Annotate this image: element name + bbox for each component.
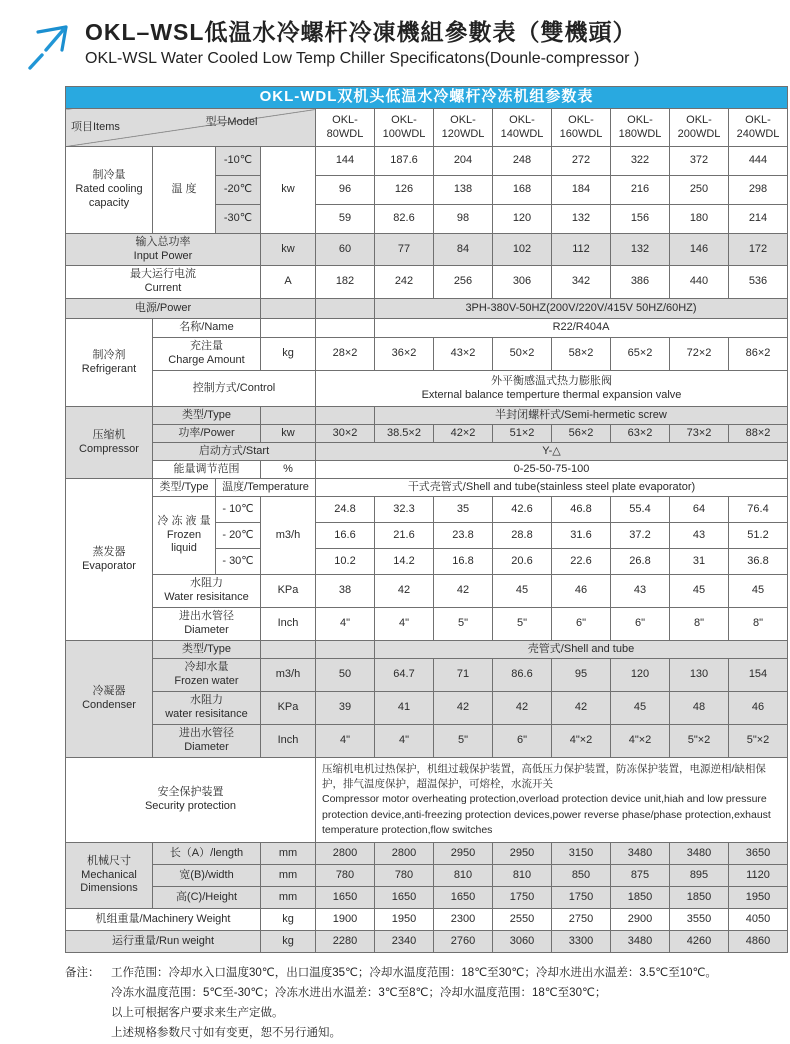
value-cell: 298 <box>729 176 788 205</box>
value-cell: 154 <box>729 659 788 692</box>
value-cell: 36.8 <box>729 549 788 575</box>
value-cell: 2760 <box>434 931 493 953</box>
value-cell: 71 <box>434 659 493 692</box>
label-evap-water-resistance: 水阻力 Water resisitance <box>153 575 261 608</box>
value-cell: 1650 <box>434 887 493 909</box>
value-cell: 88×2 <box>729 425 788 443</box>
empty-cell <box>316 641 375 659</box>
value-cell: 60 <box>316 234 375 266</box>
value-cell: 810 <box>493 865 552 887</box>
value-cell: 4" <box>375 608 434 641</box>
value-cell: 72×2 <box>670 338 729 371</box>
value-cell: 8" <box>670 608 729 641</box>
empty-cell <box>316 407 375 425</box>
unit-cell: Inch <box>261 608 316 641</box>
value-cell: 144 <box>316 147 375 176</box>
value-cell: 84 <box>434 234 493 266</box>
value-cell: 146 <box>670 234 729 266</box>
label-start-mode: 启动方式/Start <box>153 443 316 461</box>
label-length: 长（A）/length <box>153 843 261 865</box>
value-cell: 3060 <box>493 931 552 953</box>
value-cell: 35 <box>434 497 493 523</box>
value-cell: 248 <box>493 147 552 176</box>
note-line-3: 以上可根据客户要求来生产定做。 <box>111 1007 284 1020</box>
value-cell: 43 <box>611 575 670 608</box>
spec-table <box>65 86 788 953</box>
value-cell: 50 <box>316 659 375 692</box>
label-energy-regulation: 能量调节范围 <box>153 461 261 479</box>
label-cond-water-resistance: 水阻力 water resisitance <box>153 692 261 725</box>
unit-cell: kw <box>261 425 316 443</box>
value-cell: 16.6 <box>316 523 375 549</box>
value-cell: 58×2 <box>552 338 611 371</box>
value-cell: 45 <box>611 692 670 725</box>
value-cell: 42 <box>552 692 611 725</box>
value-cell: 1900 <box>316 909 375 931</box>
value-cell: 138 <box>434 176 493 205</box>
security-protection-value: 压缩机电机过热保护，机组过载保护装置，高低压力保护装置，防冻保护装置，电源逆相/缺相保护，排气温度保护，超温保护，可熔栓，水流开关 Compressor motor overheating protection,overload protection device unit,hiah and low pressure protection device,anti-freezing protection devices,power reverse phase/phase protection,exhaust temperature protection,flow switches <box>316 758 788 843</box>
label-charge-amount: 充注量 Charge Amount <box>153 338 261 371</box>
value-cell: 306 <box>493 266 552 299</box>
note-line-4: 上述规格参数尺寸如有变更，恕不另行通知。 <box>111 1027 341 1040</box>
value-cell: 10.2 <box>316 549 375 575</box>
evaporator-type-value: 干式壳管式/Shell and tube(stainless steel plate evaporator) <box>316 479 788 497</box>
value-cell: 180 <box>670 205 729 234</box>
value-cell: 5"×2 <box>670 725 729 758</box>
value-cell: 322 <box>611 147 670 176</box>
value-cell: 2340 <box>375 931 434 953</box>
table-title: OKL-WDL双机头低温水冷螺杆冷冻机组参数表 <box>66 87 788 109</box>
value-cell: 1750 <box>493 887 552 909</box>
unit-cell: kg <box>261 931 316 953</box>
value-cell: 31 <box>670 549 729 575</box>
value-cell: 48 <box>670 692 729 725</box>
label-evaporator-temp: 温度/Temperature <box>216 479 316 497</box>
label-power-supply: 电源/Power <box>66 299 261 319</box>
unit-cell: Inch <box>261 725 316 758</box>
value-cell: 895 <box>670 865 729 887</box>
value-cell: 8" <box>729 608 788 641</box>
label-compressor-power: 功率/Power <box>153 425 261 443</box>
unit-cell: A <box>261 266 316 299</box>
model-header: OKL-180WDL <box>611 109 670 147</box>
value-cell: 4" <box>316 608 375 641</box>
value-cell: 96 <box>316 176 375 205</box>
label-mechanical-dimensions: 机械尺寸 Mechanical Dimensions <box>66 843 153 909</box>
compressor-type-value: 半封闭螺杆式/Semi-hermetic screw <box>375 407 788 425</box>
empty-cell <box>316 319 375 338</box>
value-cell: 2300 <box>434 909 493 931</box>
value-cell: 2800 <box>375 843 434 865</box>
value-cell: 76.4 <box>729 497 788 523</box>
unit-cell: kg <box>261 909 316 931</box>
value-cell: 95 <box>552 659 611 692</box>
unit-cell: m3/h <box>261 497 316 575</box>
value-cell: 4" <box>316 725 375 758</box>
corner-items-label: 项目Items <box>71 120 120 133</box>
value-cell: 1950 <box>729 887 788 909</box>
label-width: 宽(B)/width <box>153 865 261 887</box>
value-cell: 64 <box>670 497 729 523</box>
value-cell: 1750 <box>552 887 611 909</box>
model-header: OKL-140WDL <box>493 109 552 147</box>
value-cell: 26.8 <box>611 549 670 575</box>
model-header: OKL-160WDL <box>552 109 611 147</box>
value-cell: 132 <box>552 205 611 234</box>
value-cell: 2950 <box>493 843 552 865</box>
label-current: 最大运行电流 Current <box>66 266 261 299</box>
value-cell: 6" <box>552 608 611 641</box>
unit-cell: KPa <box>261 575 316 608</box>
value-cell: 51×2 <box>493 425 552 443</box>
value-cell: 1850 <box>611 887 670 909</box>
value-cell: 2950 <box>434 843 493 865</box>
label-frozen-liquid: 冷 冻 液 量 Frozen liquid <box>153 497 216 575</box>
value-cell: 4260 <box>670 931 729 953</box>
value-cell: 272 <box>552 147 611 176</box>
value-cell: 32.3 <box>375 497 434 523</box>
value-cell: 31.6 <box>552 523 611 549</box>
value-cell: 23.8 <box>434 523 493 549</box>
value-cell: 780 <box>316 865 375 887</box>
corner-model-label: 型号Model <box>205 116 258 129</box>
value-cell: 444 <box>729 147 788 176</box>
footnotes <box>65 963 775 1044</box>
corner-cell <box>66 109 316 147</box>
value-cell: 5" <box>493 608 552 641</box>
value-cell: 59 <box>316 205 375 234</box>
value-cell: 45 <box>493 575 552 608</box>
value-cell: 214 <box>729 205 788 234</box>
value-cell: 42.6 <box>493 497 552 523</box>
value-cell: 780 <box>375 865 434 887</box>
value-cell: 130 <box>670 659 729 692</box>
value-cell: 42 <box>493 692 552 725</box>
value-cell: 187.6 <box>375 147 434 176</box>
note-line-1: 工作范围：冷却水入口温度30℃，出口温度35℃；冷却水温度范围：18℃至30℃；冷却水进出水温差：3.5℃至10℃。 <box>111 967 717 979</box>
value-cell: 172 <box>729 234 788 266</box>
value-cell: 3480 <box>611 931 670 953</box>
value-cell: 2750 <box>552 909 611 931</box>
model-header: OKL-120WDL <box>434 109 493 147</box>
value-cell: 82.6 <box>375 205 434 234</box>
value-cell: 42×2 <box>434 425 493 443</box>
label-security-protection: 安全保护装置 Security protection <box>66 758 316 843</box>
value-cell: 65×2 <box>611 338 670 371</box>
model-header: OKL-80WDL <box>316 109 375 147</box>
temp-cell: -30℃ <box>216 205 261 234</box>
unit-cell: m3/h <box>261 659 316 692</box>
value-cell: 204 <box>434 147 493 176</box>
value-cell: 168 <box>493 176 552 205</box>
unit-cell: kw <box>261 147 316 234</box>
note-line-2: 冷冻水温度范围：5℃至-30℃；冷冻水进出水温差：3℃至8℃；冷却水温度范围：18℃至30℃； <box>111 987 607 1000</box>
value-cell: 98 <box>434 205 493 234</box>
value-cell: 36×2 <box>375 338 434 371</box>
value-cell: 4"×2 <box>552 725 611 758</box>
value-cell: 51.2 <box>729 523 788 549</box>
value-cell: 6" <box>493 725 552 758</box>
value-cell: 39 <box>316 692 375 725</box>
unit-cell: mm <box>261 865 316 887</box>
value-cell: 86.6 <box>493 659 552 692</box>
value-cell: 46.8 <box>552 497 611 523</box>
model-header: OKL-100WDL <box>375 109 434 147</box>
unit-cell: kg <box>261 338 316 371</box>
start-mode-value: Y-△ <box>316 443 788 461</box>
value-cell: 1120 <box>729 865 788 887</box>
unit-cell <box>261 641 316 659</box>
value-cell: 536 <box>729 266 788 299</box>
value-cell: 1650 <box>375 887 434 909</box>
label-height: 高(C)/Height <box>153 887 261 909</box>
value-cell: 64.7 <box>375 659 434 692</box>
energy-regulation-value: 0-25-50-75-100 <box>316 461 788 479</box>
label-cooling-capacity: 制冷量 Rated cooling capacity <box>66 147 153 234</box>
notes-prefix: 备注： <box>65 967 100 979</box>
unit-cell <box>261 299 316 319</box>
value-cell: 30×2 <box>316 425 375 443</box>
temp-cell: - 10℃ <box>216 497 261 523</box>
value-cell: 440 <box>670 266 729 299</box>
value-cell: 42 <box>434 692 493 725</box>
label-evap-diameter: 进出水管径 Diameter <box>153 608 261 641</box>
value-cell: 112 <box>552 234 611 266</box>
page-header <box>0 0 790 78</box>
value-cell: 50×2 <box>493 338 552 371</box>
label-evaporator-type: 类型/Type <box>153 479 216 497</box>
value-cell: 38 <box>316 575 375 608</box>
value-cell: 42 <box>375 575 434 608</box>
control-value: 外平衡感温式热力膨胀阀 External balance temperture thermal expansion valve <box>316 371 788 407</box>
value-cell: 5"×2 <box>729 725 788 758</box>
value-cell: 20.6 <box>493 549 552 575</box>
value-cell: 24.8 <box>316 497 375 523</box>
temp-cell: -10℃ <box>216 147 261 176</box>
value-cell: 4860 <box>729 931 788 953</box>
label-refrigerant: 制冷剂 Refrigerant <box>66 319 153 407</box>
value-cell: 73×2 <box>670 425 729 443</box>
unit-cell <box>261 407 316 425</box>
value-cell: 242 <box>375 266 434 299</box>
value-cell: 3150 <box>552 843 611 865</box>
value-cell: 850 <box>552 865 611 887</box>
arrow-logo-icon <box>24 16 76 70</box>
label-cooling-water: 冷却水量 Frozen water <box>153 659 261 692</box>
value-cell: 77 <box>375 234 434 266</box>
unit-cell <box>261 319 316 338</box>
unit-cell: KPa <box>261 692 316 725</box>
value-cell: 386 <box>611 266 670 299</box>
value-cell: 216 <box>611 176 670 205</box>
value-cell: 63×2 <box>611 425 670 443</box>
temp-cell: - 30℃ <box>216 549 261 575</box>
temp-cell: -20℃ <box>216 176 261 205</box>
label-condenser: 冷凝器 Condenser <box>66 641 153 758</box>
value-cell: 2550 <box>493 909 552 931</box>
refrigerant-name-value: R22/R404A <box>375 319 788 338</box>
power-supply-value: 3PH-380V-50HZ(200V/220V/415V 50HZ/60HZ) <box>375 299 788 319</box>
value-cell: 4" <box>375 725 434 758</box>
value-cell: 1850 <box>670 887 729 909</box>
value-cell: 132 <box>611 234 670 266</box>
value-cell: 3480 <box>611 843 670 865</box>
value-cell: 46 <box>552 575 611 608</box>
value-cell: 22.6 <box>552 549 611 575</box>
value-cell: 120 <box>493 205 552 234</box>
value-cell: 41 <box>375 692 434 725</box>
value-cell: 2280 <box>316 931 375 953</box>
value-cell: 37.2 <box>611 523 670 549</box>
value-cell: 5" <box>434 725 493 758</box>
value-cell: 4050 <box>729 909 788 931</box>
value-cell: 3550 <box>670 909 729 931</box>
value-cell: 46 <box>729 692 788 725</box>
value-cell: 86×2 <box>729 338 788 371</box>
value-cell: 43 <box>670 523 729 549</box>
label-machinery-weight: 机组重量/Machinery Weight <box>66 909 261 931</box>
value-cell: 3300 <box>552 931 611 953</box>
value-cell: 184 <box>552 176 611 205</box>
value-cell: 120 <box>611 659 670 692</box>
value-cell: 810 <box>434 865 493 887</box>
value-cell: 42 <box>434 575 493 608</box>
value-cell: 1950 <box>375 909 434 931</box>
value-cell: 875 <box>611 865 670 887</box>
value-cell: 45 <box>729 575 788 608</box>
value-cell: 45 <box>670 575 729 608</box>
label-compressor-type: 类型/Type <box>153 407 261 425</box>
label-run-weight: 运行重量/Run weight <box>66 931 261 953</box>
unit-cell: % <box>261 461 316 479</box>
value-cell: 28.8 <box>493 523 552 549</box>
empty-cell <box>316 299 375 319</box>
label-temperature: 温 度 <box>153 147 216 234</box>
value-cell: 4"×2 <box>611 725 670 758</box>
page-title: OKL–WSL低温水冷螺杆冷凍機組參數表（雙機頭） <box>85 19 637 45</box>
value-cell: 1650 <box>316 887 375 909</box>
value-cell: 14.2 <box>375 549 434 575</box>
value-cell: 2900 <box>611 909 670 931</box>
unit-cell: mm <box>261 843 316 865</box>
value-cell: 5" <box>434 608 493 641</box>
value-cell: 43×2 <box>434 338 493 371</box>
label-compressor: 压缩机 Compressor <box>66 407 153 479</box>
value-cell: 3480 <box>670 843 729 865</box>
value-cell: 56×2 <box>552 425 611 443</box>
label-input-power: 输入总功率 Input Power <box>66 234 261 266</box>
label-evaporator: 蒸发器 Evaporator <box>66 479 153 641</box>
value-cell: 16.8 <box>434 549 493 575</box>
value-cell: 256 <box>434 266 493 299</box>
label-cond-diameter: 进出水管径 Diameter <box>153 725 261 758</box>
value-cell: 156 <box>611 205 670 234</box>
value-cell: 55.4 <box>611 497 670 523</box>
value-cell: 102 <box>493 234 552 266</box>
model-header: OKL-200WDL <box>670 109 729 147</box>
value-cell: 372 <box>670 147 729 176</box>
page-subtitle: OKL-WSL Water Cooled Low Temp Chiller Specificatons(Dounle-compressor ) <box>85 50 640 67</box>
value-cell: 182 <box>316 266 375 299</box>
value-cell: 342 <box>552 266 611 299</box>
value-cell: 2800 <box>316 843 375 865</box>
model-header: OKL-240WDL <box>729 109 788 147</box>
value-cell: 28×2 <box>316 338 375 371</box>
value-cell: 6" <box>611 608 670 641</box>
condenser-type-value: 壳管式/Shell and tube <box>375 641 788 659</box>
label-control: 控制方式/Control <box>153 371 316 407</box>
value-cell: 3650 <box>729 843 788 865</box>
unit-cell: mm <box>261 887 316 909</box>
value-cell: 38.5×2 <box>375 425 434 443</box>
value-cell: 21.6 <box>375 523 434 549</box>
unit-cell: kw <box>261 234 316 266</box>
value-cell: 250 <box>670 176 729 205</box>
temp-cell: - 20℃ <box>216 523 261 549</box>
label-condenser-type: 类型/Type <box>153 641 261 659</box>
value-cell: 126 <box>375 176 434 205</box>
label-refrigerant-name: 名称/Name <box>153 319 261 338</box>
